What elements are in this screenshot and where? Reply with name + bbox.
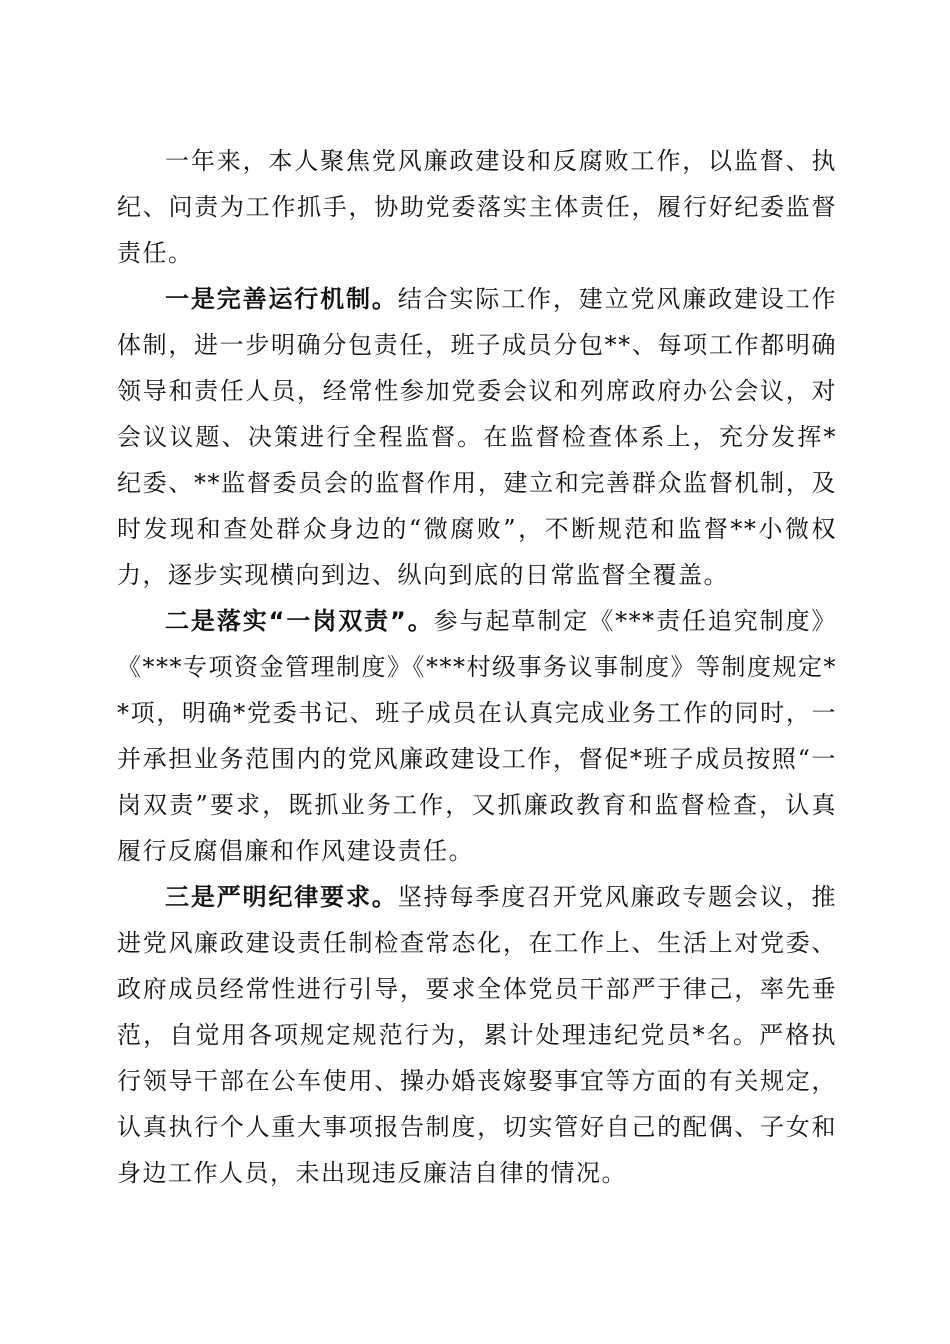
paragraph-mechanism-heading: 一是完善运行机制。	[165, 285, 398, 313]
paragraph-mechanism-text: 结合实际工作，建立党风廉政建设工作体制，进一步明确分包责任，班子成员分包**、每项工作都明确领导和责任人员，经常性参加党委会议和列席政府办公会议，对会议议题、决策进行全程监督。在监督检查体系上，充分发挥*纪委、**监督委员会的监督作用，建立和完善群众监督机制，及时发现和查处群众身边的“微腐败”，不断规范和监督**小微权力，逐步实现横向到边、纵向到底的日常监督全覆盖。	[117, 285, 838, 589]
paragraph-mechanism	[117, 276, 837, 598]
paragraph-discipline-text: 坚持每季度召开党风廉政专题会议，推进党风廉政建设责任制检查常态化，在工作上、生活上对党委、政府成员经常性进行引导，要求全体党员干部严于律己，率先垂范，自觉用各项规定规范行为，累计处理违纪党员*名。严格执行领导干部在公车使用、操办婚丧嫁娶事宜等方面的有关规定，认真执行个人重大事项报告制度，切实管好自己的配偶、子女和身边工作人员，未出现违反廉洁自律的情况。	[117, 883, 838, 1187]
paragraph-intro-text: 一年来，本人聚焦党风廉政建设和反腐败工作，以监督、执纪、问责为工作抓手，协助党委落实主体责任，履行好纪委监督责任。	[117, 147, 837, 267]
document-body	[117, 138, 837, 1196]
paragraph-responsibility-text: 参与起草制定《***责任追究制度》《***专项资金管理制度》《***村级事务议事制度》等制度规定**项，明确*党委书记、班子成员在认真完成业务工作的同时，一并承担业务范围内的党风廉政建设工作，督促*班子成员按照“一岗双责”要求，既抓业务工作，又抓廉政教育和监督检查，认真履行反腐倡廉和作风建设责任。	[117, 607, 838, 865]
paragraph-discipline-heading: 三是严明纪律要求。	[165, 883, 398, 911]
paragraph-intro	[117, 138, 837, 276]
paragraph-responsibility-heading: 二是落实“一岗双责”。	[165, 607, 434, 635]
paragraph-discipline	[117, 874, 837, 1196]
paragraph-responsibility	[117, 598, 837, 874]
